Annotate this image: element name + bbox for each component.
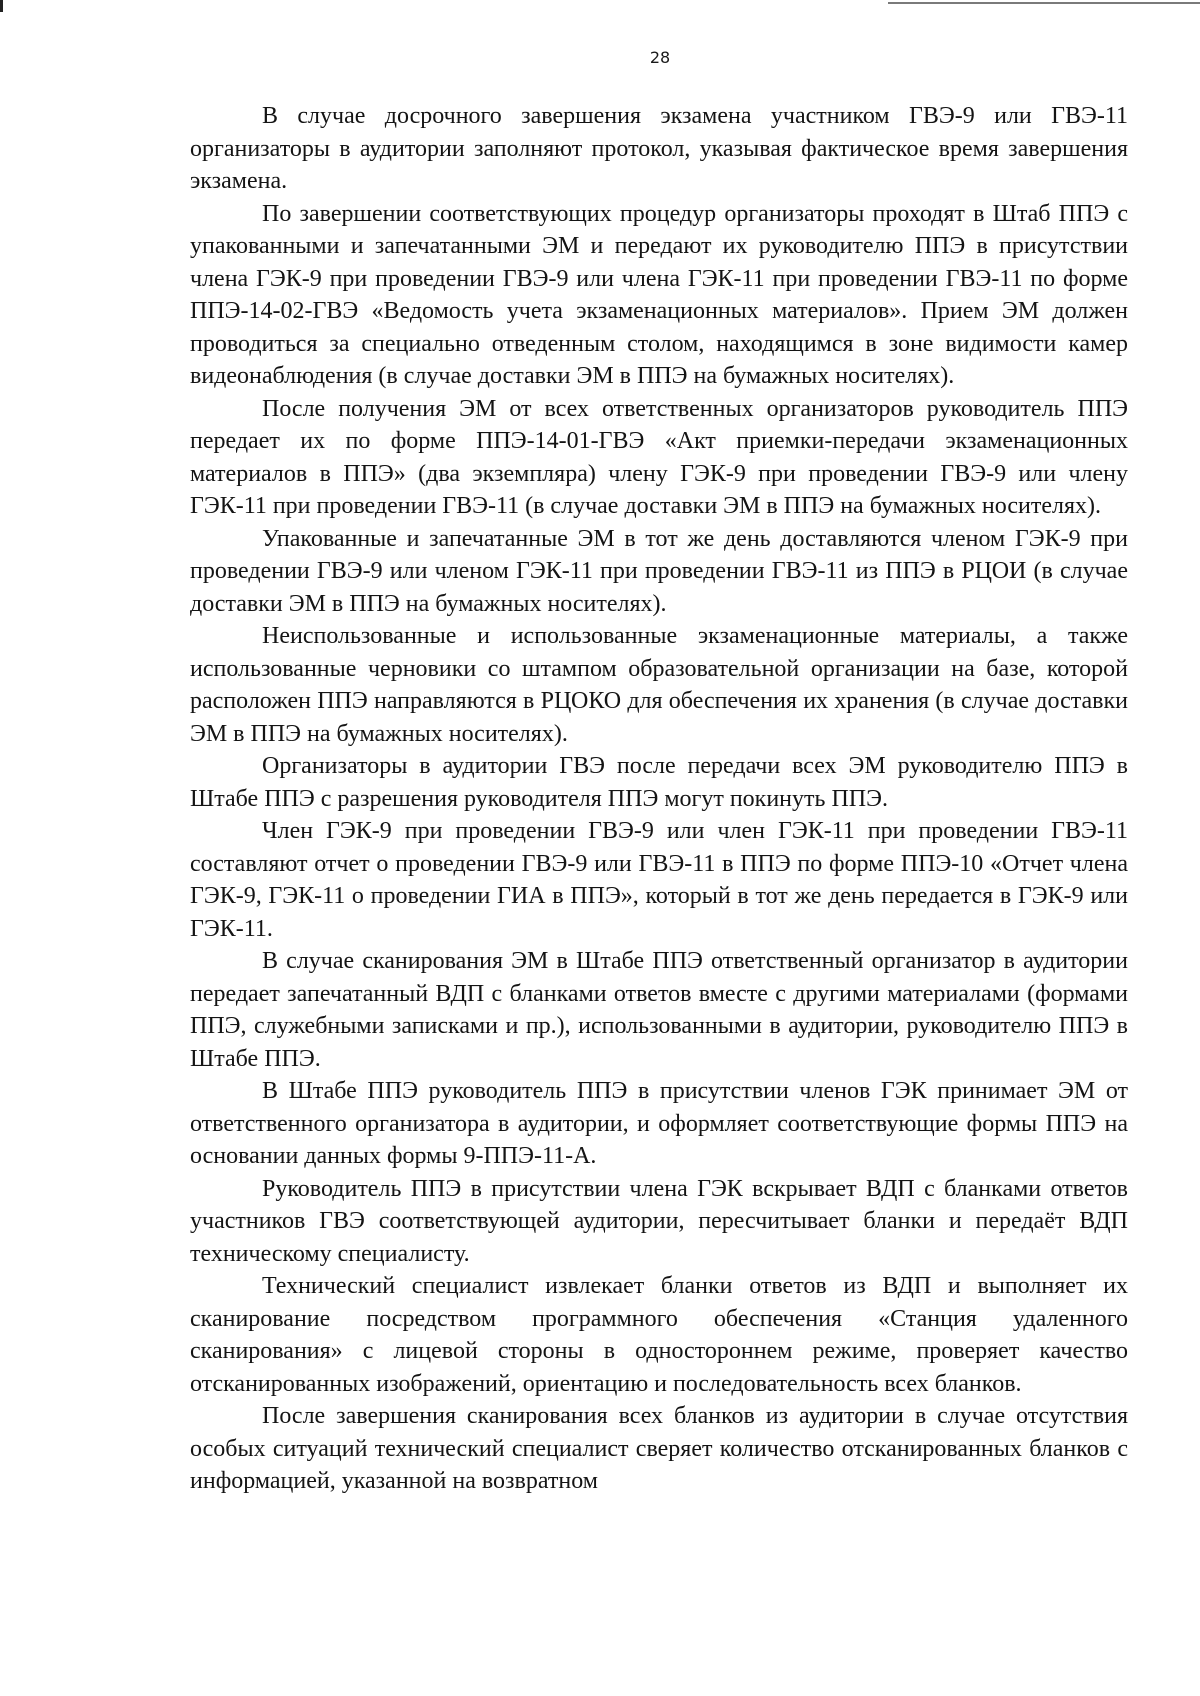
paragraph-9: В Штабе ППЭ руководитель ППЭ в присутствии членов ГЭК принимает ЭМ от ответственного организатора в аудитории, и оформляет соответствующие формы ППЭ на основании данных формы 9-ППЭ-11-А. <box>190 1078 1128 1169</box>
paragraph-7: Член ГЭК-9 при проведении ГВЭ-9 или член ГЭК-11 при проведении ГВЭ-11 составляют отчет о проведении ГВЭ-9 или ГВЭ-11 в ППЭ по форме ППЭ-10 «Отчет члена ГЭК-9, ГЭК-11 о проведении ГИА в ППЭ», который в тот же день передается в ГЭК-9 или ГЭК-11. <box>190 818 1128 942</box>
paragraph-10: Руководитель ППЭ в присутствии члена ГЭК вскрывает ВДП с бланками ответов участников ГВЭ соответствующей аудитории, пересчитывает бланки и передаёт ВДП техническому специалисту. <box>190 1175 1128 1267</box>
paragraph-1: В случае досрочного завершения экзамена участником ГВЭ-9 или ГВЭ-11 организаторы в аудитории заполняют протокол, указывая фактическое время завершения экзамена. <box>190 103 1128 194</box>
paragraph-4: Упакованные и запечатанные ЭМ в тот же день доставляются членом ГЭК-9 при проведении ГВЭ-9 или членом ГЭК-11 при проведении ГВЭ-11 из ППЭ в РЦОИ (в случае доставки ЭМ в ППЭ на бумажных носителях). <box>190 525 1128 617</box>
paragraph-12: После завершения сканирования всех бланков из аудитории в случае отсутствия особых ситуаций технический специалист сверяет количество отсканированных бланков с информацией, указанной на возвратном <box>190 1403 1128 1494</box>
page-number: 28 <box>649 48 671 67</box>
document-body <box>190 100 1128 1498</box>
header-rule <box>888 2 1200 4</box>
paragraph-6: Организаторы в аудитории ГВЭ после передачи всех ЭМ руководителю ППЭ в Штабе ППЭ с разрешения руководителя ППЭ могут покинуть ППЭ. <box>190 753 1128 812</box>
paragraph-11: Технический специалист извлекает бланки ответов из ВДП и выполняет их сканирование посредством программного обеспечения «Станция удаленного сканирования» с лицевой стороны в одностороннем режиме, проверяет качество отсканированных изображений, ориентацию и последовательность всех бланков. <box>190 1273 1128 1397</box>
paragraph-2: По завершении соответствующих процедур организаторы проходят в Штаб ППЭ с упакованными и запечатанными ЭМ и передают их руководителю ППЭ в присутствии члена ГЭК-9 при проведении ГВЭ-9 или члена ГЭК-11 при проведении ГВЭ-11 по форме ППЭ-14-02-ГВЭ «Ведомость учета экзаменационных материалов». Прием ЭМ должен проводиться за специально отведенным столом, находящимся в зоне видимости камер видеонаблюдения (в случае доставки ЭМ в ППЭ на бумажных носителях). <box>190 200 1128 389</box>
paragraph-8: В случае сканирования ЭМ в Штабе ППЭ ответственный организатор в аудитории передает запечатанный ВДП с бланками ответов вместе с другими материалами (формами ППЭ, служебными записками и пр.), использованными в аудитории, руководителю ППЭ в Штабе ППЭ. <box>190 948 1128 1072</box>
paragraph-5: Неиспользованные и использованные экзаменационные материалы, а также использованные черновики со штампом образовательной организации на базе, которой расположен ППЭ направляются в РЦОКО для обеспечения их хранения (в случае доставки ЭМ в ППЭ на бумажных носителях). <box>190 623 1128 747</box>
paragraph-3: После получения ЭМ от всех ответственных организаторов руководитель ППЭ передает их по форме ППЭ-14-01-ГВЭ «Акт приемки-передачи экзаменационных материалов в ППЭ» (два экземпляра) члену ГЭК-9 при проведении ГВЭ-9 или члену ГЭК-11 при проведении ГВЭ-11 (в случае доставки ЭМ в ППЭ на бумажных носителях). <box>190 395 1128 519</box>
scan-edge-mark <box>0 0 3 12</box>
